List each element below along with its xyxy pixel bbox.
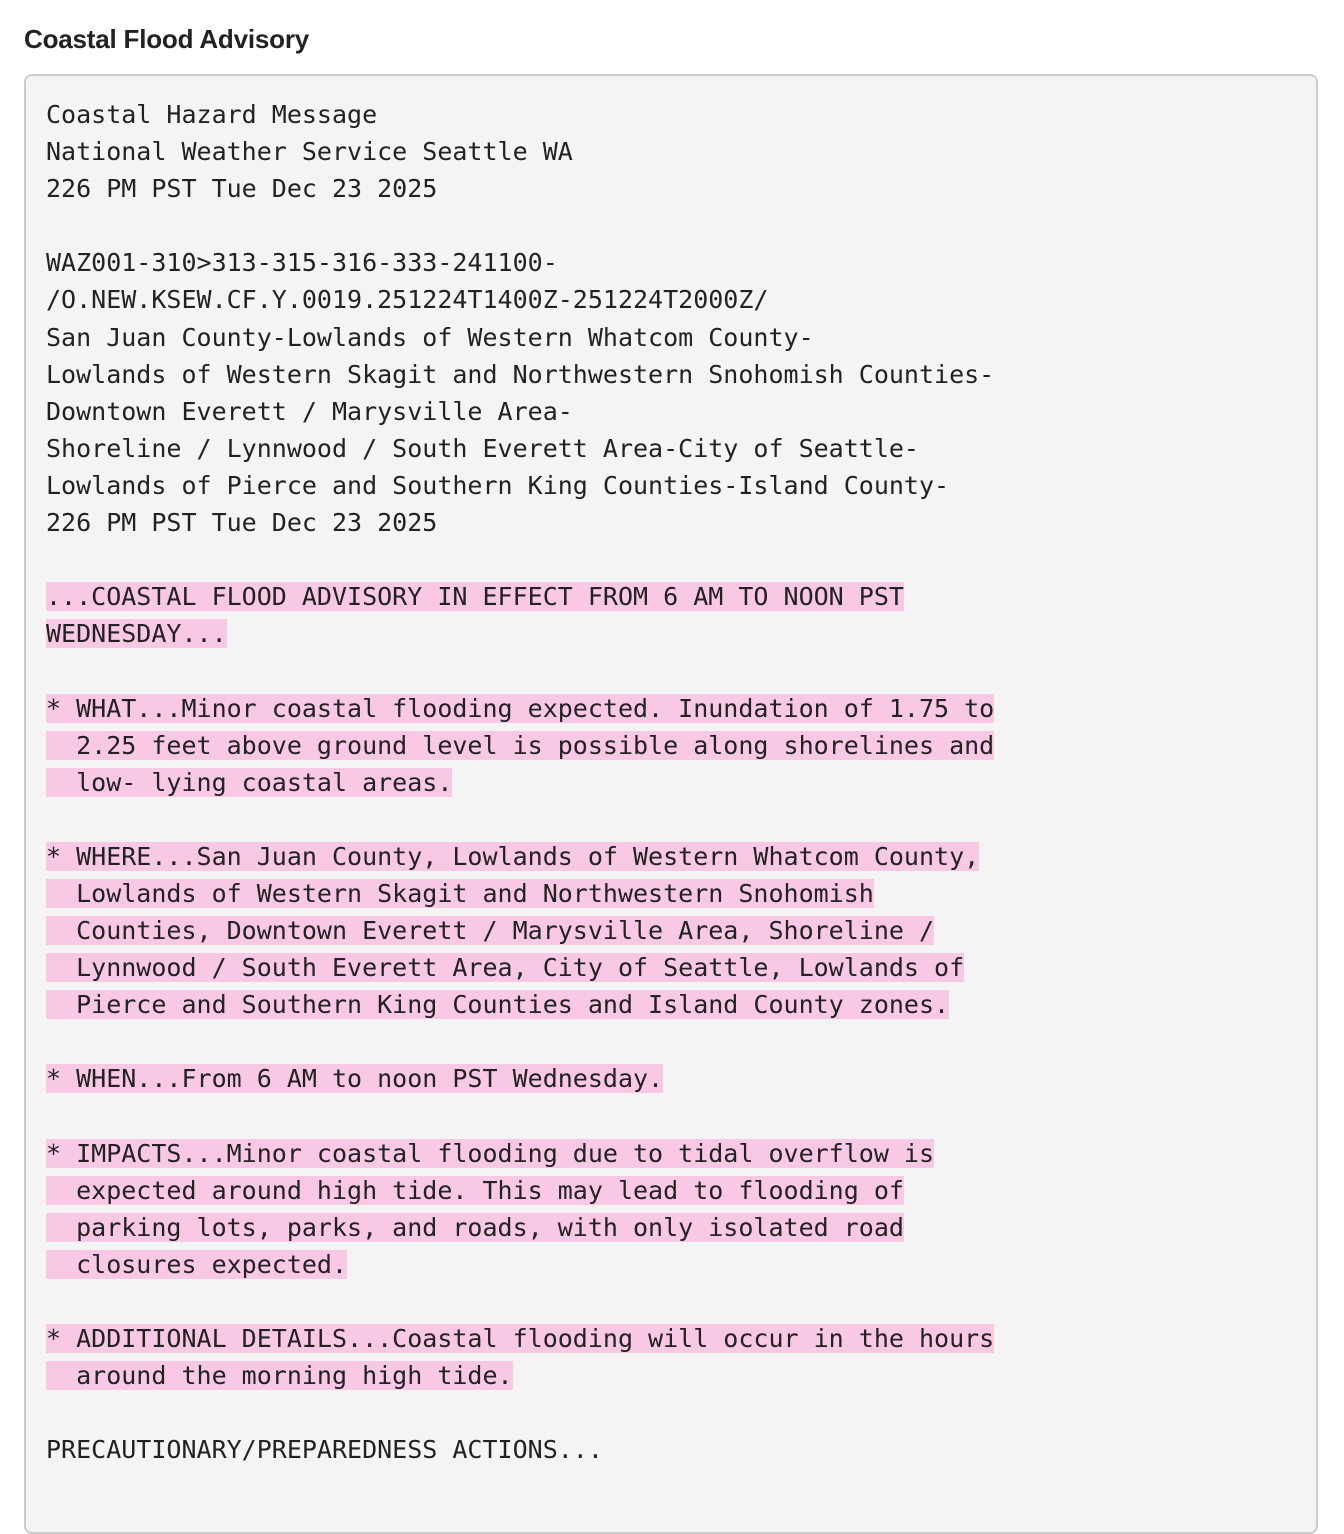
zone-line-4: Lowlands of Western Skagit and Northwestern Snohomish Counties-: [46, 359, 995, 389]
impacts-line-4: [46, 1246, 994, 1283]
highlight: Lowlands of Western Skagit and Northwestern Snohomish: [46, 878, 874, 908]
blank-line: [46, 1098, 994, 1135]
header-line-3: 226 PM PST Tue Dec 23 2025: [46, 174, 438, 204]
highlight: parking lots, parks, and roads, with only isolated road: [46, 1212, 904, 1242]
zone-line-6: Shoreline / Lynnwood / South Everett Area-City of Seattle-: [46, 433, 919, 463]
blank-line: [46, 1394, 994, 1431]
blank-line: [46, 801, 994, 838]
highlight: expected around high tide. This may lead to flooding of: [46, 1175, 904, 1205]
headline-line-2: [46, 615, 994, 652]
when-line-1: [46, 1060, 994, 1097]
where-line-3: [46, 912, 994, 949]
highlight: * WHERE...San Juan County, Lowlands of Western Whatcom County,: [46, 841, 980, 871]
where-line-2: [46, 875, 994, 912]
highlight: * WHEN...From 6 AM to noon PST Wednesday.: [46, 1064, 664, 1094]
blank-line: [46, 652, 994, 689]
header-line-1: Coastal Hazard Message: [46, 100, 378, 129]
highlight: low- lying coastal areas.: [46, 767, 453, 797]
zone-line-2: /O.NEW.KSEW.CF.Y.0019.251224T1400Z-251224T2000Z/: [46, 285, 769, 315]
highlight: around the morning high tide.: [46, 1361, 513, 1391]
highlight: * WHAT...Minor coastal flooding expected. Inundation of 1.75 to: [46, 693, 995, 723]
zone-line-1: WAZ001-310>313-315-316-333-241100-: [46, 248, 558, 278]
where-line-5: [46, 986, 994, 1023]
where-line-4: [46, 949, 994, 986]
blank-line: [46, 1023, 994, 1060]
blank-line: [46, 1283, 994, 1320]
what-line-2: [46, 727, 994, 764]
zone-line-8: 226 PM PST Tue Dec 23 2025: [46, 508, 438, 538]
zone-line-3: San Juan County-Lowlands of Western Whatcom County-: [46, 322, 814, 352]
impacts-line-3: [46, 1209, 994, 1246]
impacts-line-1: [46, 1135, 994, 1172]
highlight: closures expected.: [46, 1249, 348, 1279]
details-line-1: [46, 1320, 994, 1357]
highlight: * IMPACTS...Minor coastal flooding due to tidal overflow is: [46, 1138, 935, 1168]
highlight: Pierce and Southern King Counties and Island County zones.: [46, 990, 950, 1020]
highlight: ...COASTAL FLOOD ADVISORY IN EFFECT FROM 6 AM TO NOON PST: [46, 582, 904, 612]
highlight: 2.25 feet above ground level is possible along shorelines and: [46, 730, 995, 760]
what-line-1: [46, 690, 994, 727]
message-text: [46, 96, 994, 1468]
header-line-2: National Weather Service Seattle WA: [46, 137, 573, 167]
zone-line-5: Downtown Everett / Marysville Area-: [46, 396, 573, 426]
what-line-3: [46, 764, 994, 801]
highlight: * ADDITIONAL DETAILS...Coastal flooding will occur in the hours: [46, 1324, 995, 1354]
zone-line-7: Lowlands of Pierce and Southern King Counties-Island County-: [46, 470, 950, 500]
headline-line-1: [46, 578, 994, 615]
impacts-line-2: [46, 1172, 994, 1209]
precautionary-line-1: PRECAUTIONARY/PREPAREDNESS ACTIONS...: [46, 1435, 603, 1465]
details-line-2: [46, 1357, 994, 1394]
highlight: WEDNESDAY...: [46, 619, 227, 649]
highlight: Counties, Downtown Everett / Marysville Area, Shoreline /: [46, 916, 935, 946]
highlight: Lynnwood / South Everett Area, City of Seattle, Lowlands of: [46, 953, 965, 983]
where-line-1: [46, 838, 994, 875]
page-title: Coastal Flood Advisory: [24, 24, 310, 54]
blank-line: [46, 207, 994, 244]
message-box: [24, 74, 1318, 1534]
blank-line: [46, 541, 994, 578]
